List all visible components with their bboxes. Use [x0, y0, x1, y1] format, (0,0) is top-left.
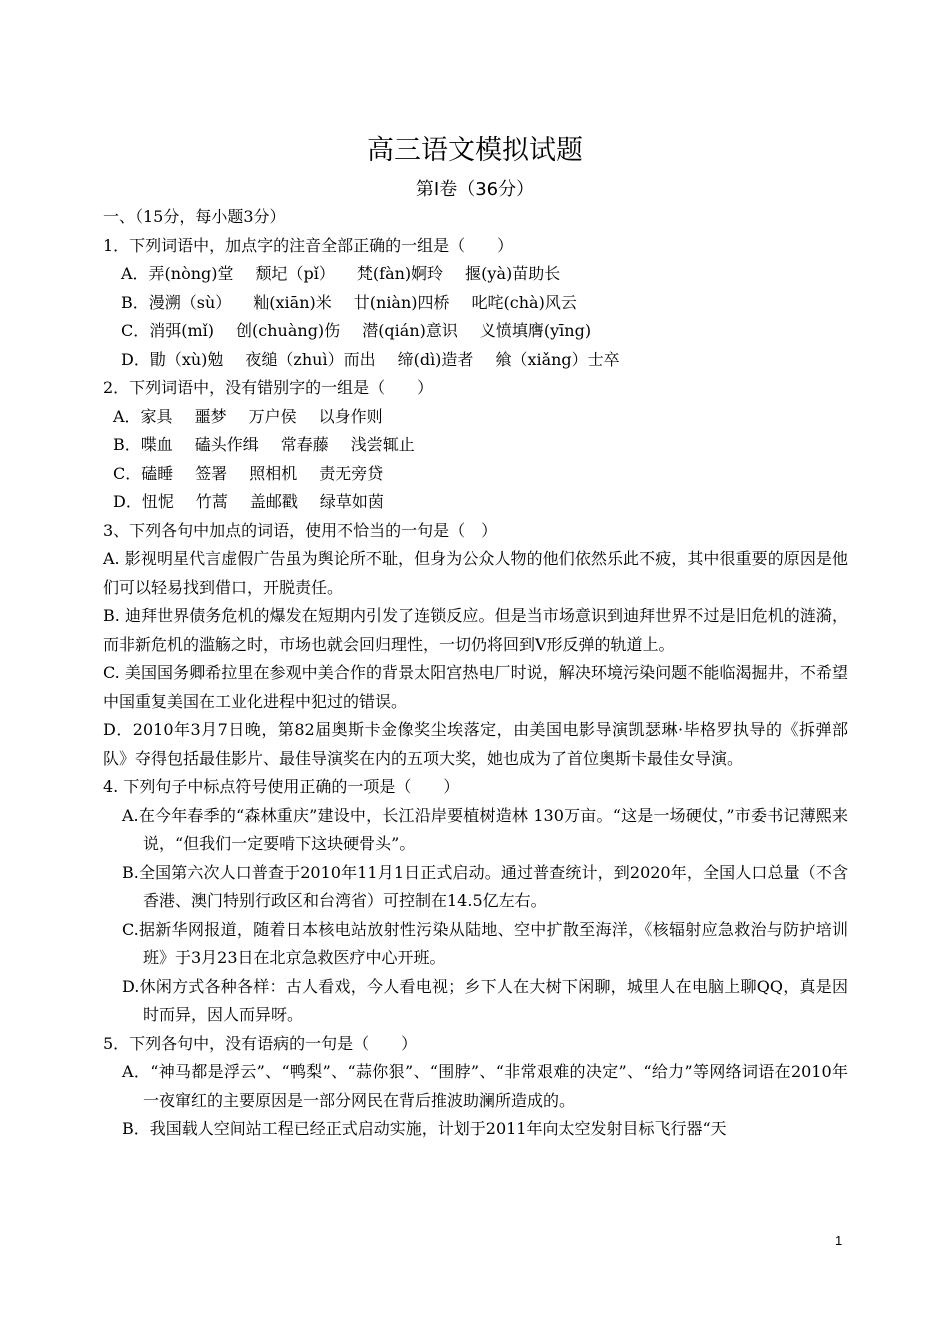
question-1-option-a: A．弄(nòng)堂 颓圮（pǐ） 梵(fàn)婀玲 揠(yà)苗助长	[121, 264, 561, 283]
question-4-option-d: D.休闲方式各种各样：古人看戏，今人看电视；乡下人在大树下闲聊，城里人在电脑上聊QQ，真是因时而异，因人而异呀。	[122, 976, 848, 1024]
question-1-option-d: D．勖（xù)勉 夜缒（zhuì）而出 缔(dì)造者 飨（xiǎng）士卒	[121, 349, 620, 369]
question-4-option-a: A.在今年春季的“森林重庆”建设中，长江沿岸要植树造林 130万亩。“这是一场硬仗，”市委书记薄熙来说，“但我们一定要啃下这块硬骨头”。	[122, 805, 848, 853]
page-number: 1	[835, 1233, 843, 1248]
page-title: 高三语文模拟试题	[367, 135, 583, 166]
section-heading: 一、（15分，每小题3分）	[103, 207, 286, 226]
question-3-option-d: D．2010年3月7日晚，第82届奥斯卡金像奖尘埃落定，由美国电影导演凯瑟琳·毕格罗执导的《拆弹部队》夺得包括最佳影片、最佳导演奖在内的五项大奖，她也成为了首位奥斯卡最佳女导演。	[103, 720, 848, 768]
question-2-option-a: A．家具 噩梦 万户侯 以身作则	[113, 406, 383, 426]
question-3-option-c: C. 美国国务卿希拉里在参观中美合作的背景太阳宫热电厂时说，解决环境污染问题不能临渴掘井，不希望中国重复美国在工业化进程中犯过的错误。	[103, 663, 848, 711]
question-1-option-c: C．消弭(mǐ) 创(chuàng)伤 潜(qián)意识 义愤填膺(yīng)	[121, 321, 592, 340]
question-2-option-b: B．喋血 磕头作缉 常春藤 浅尝辄止	[113, 435, 415, 454]
question-3-stem: 3、下列各句中加点的词语，使用不恰当的一句是（ ）	[103, 520, 498, 540]
question-4-option-c: C.据新华网报道，随着日本核电站放射性污染从陆地、空中扩散至海洋，《核辐射应急救治与防护培训班》于3月23日在北京急救医疗中心开班。	[122, 919, 848, 967]
question-5-stem: 5．下列各句中，没有语病的一句是（ ）	[103, 1033, 418, 1053]
question-3-option-b: B. 迪拜世界债务危机的爆发在短期内引发了连锁反应。但是当市场意识到迪拜世界不过是旧危机的涟漪，而非新危机的滥觞之时，市场也就会回归理性，一切仍将回到V形反弹的轨道上。	[103, 606, 848, 654]
exam-content	[103, 203, 848, 1144]
question-5-option-a: A．“神马都是浮云”、“鸭梨”、“蒜你狠”、“围脖”、“非常艰难的决定”、“给力”等网络词语在2010年一夜窜红的主要原因是一部分网民在背后推波助澜所造成的。	[122, 1062, 848, 1110]
question-4-stem: 4. 下列句子中标点符号使用正确的一项是（ ）	[103, 777, 460, 796]
question-2-stem: 2．下列词语中，没有错别字的一组是（ ）	[103, 378, 434, 397]
question-5-option-b: B．我国载人空间站工程已经正式启动实施，计划于2011年向太空发射目标飞行器“天	[122, 1119, 727, 1138]
section-title: 第Ⅰ卷（36分）	[415, 179, 535, 200]
question-1-option-b: B．漫溯（sù） 籼(xiān)米 廿(niàn)四桥 叱咤(chà)风云	[121, 292, 577, 312]
question-3-option-a: A. 影视明星代言虚假广告虽为舆论所不耻，但身为公众人物的他们依然乐此不疲，其中很重要的原因是他们可以轻易找到借口，开脱责任。	[103, 549, 848, 597]
question-2-option-c: C．磕睡 签署 照相机 责无旁贷	[113, 463, 384, 483]
question-1-stem: 1．下列词语中，加点字的注音全部正确的一组是（ ）	[103, 235, 514, 255]
question-2-option-d: D．忸怩 竹蒿 盖邮戳 绿草如茵	[113, 492, 384, 511]
question-4-option-b: B.全国第六次人口普查于2010年11月1日正式启动。通过普查统计，到2020年，全国人口总量（不含香港、澳门特别行政区和台湾省）可控制在14.5亿左右。	[122, 862, 848, 910]
